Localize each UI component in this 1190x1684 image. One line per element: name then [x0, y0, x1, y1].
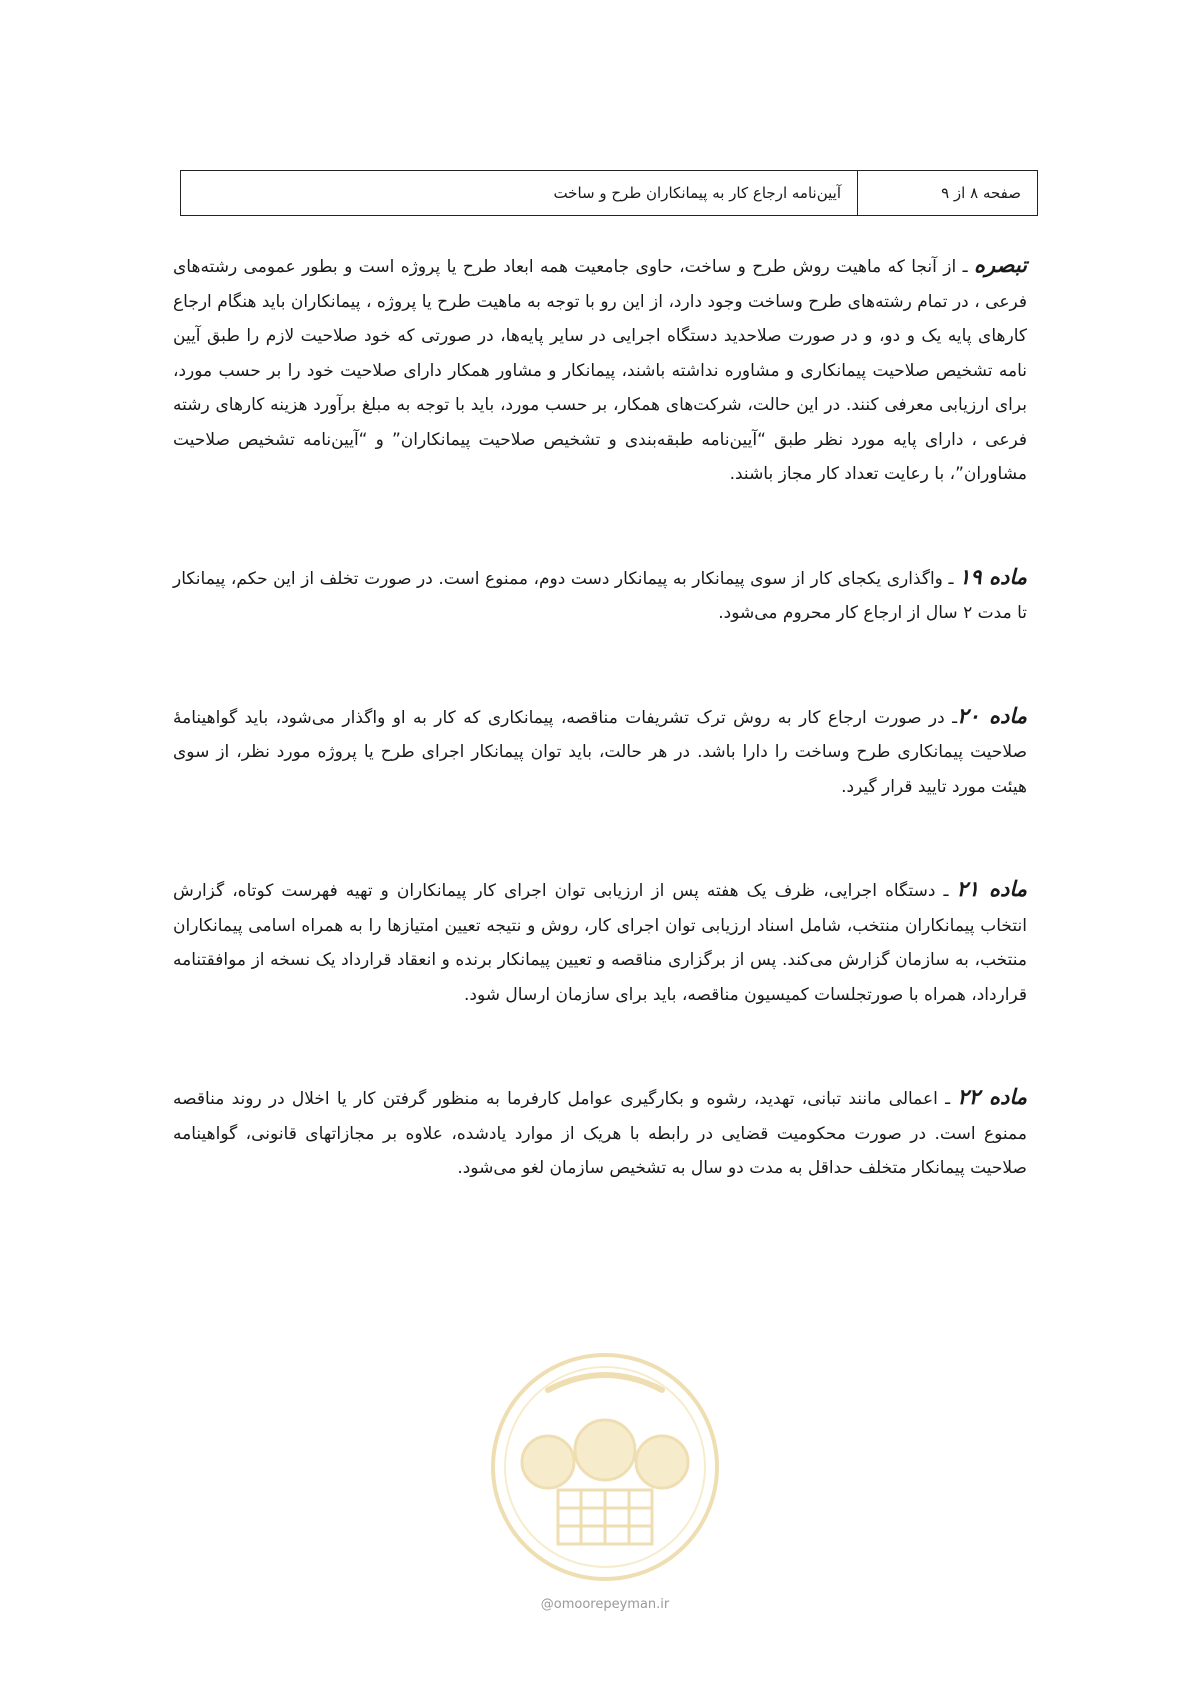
gear-icon — [522, 1420, 688, 1488]
grid-icon — [558, 1490, 652, 1544]
article-20-text: ـ در صورت ارجاع کار به روش ترک تشریفات مناقصه، پیمانکاری که کار به او واگذار می‌شود، باید گواهینامهٔ صلاحیت پیمانکاری طرح وساخت را دارا باشد. در هر حالت، باید توان پیمانکار اجرای طرح یا پروژه مورد نظر، از سوی هیئت مورد تایید قرار گیرد. — [173, 707, 1027, 797]
note-paragraph — [173, 248, 1027, 492]
article-22-heading: ماده ۲۲ — [957, 1085, 1028, 1109]
watermark-caption: @omoorepeyman.ir — [540, 1597, 670, 1612]
article-21-heading: ماده ۲۱ — [956, 877, 1027, 901]
article-20-paragraph — [173, 699, 1027, 805]
note-text: ـ از آنجا که ماهیت روش طرح و ساخت، حاوی جامعیت همه ابعاد طرح یا پروژه است و بطور عمومی رشته‌های فرعی ، در تمام رشته‌های طرح وساخت وجود دارد، از این رو با توجه به ماهیت طرح یا پروژه ، پیمانکاران باید هنگام ارجاع کارهای پایه یک و دو، و در صورت صلاحدید دستگاه اجرایی در سایر پایه‌ها، در صورتی که خود صلاحیت لازم را طبق آیین نامه تشخیص صلاحیت پیمانکاری و مشاوره نداشته باشند، پیمانکار و مشاور همکار دارای صلاحیت خود را بر حسب مورد، برای ارزیابی معرفی کنند. در این حالت، شرکت‌های همکار، بر حسب مورد، باید با توجه به مبلغ برآورد هزینه کارهای رشته فرعی ، دارای پایه مورد نظر طبق “آیین‌نامه طبقه‌بندی و تشخیص صلاحیت پیمانکاران” و “آیین‌نامه تشخیص صلاحیت مشاوران”، با رعایت تعداد کار مجاز باشند. — [173, 257, 1027, 484]
article-19-heading: ماده ۱۹ — [958, 564, 1028, 589]
document-title: آیین‌نامه ارجاع کار به پیمانکاران طرح و ساخت — [553, 184, 841, 202]
article-20-heading: ماده ۲۰ — [957, 703, 1027, 728]
document-body — [173, 248, 1027, 1254]
article-21-text: ـ دستگاه اجرایی، ظرف یک هفته پس از ارزیابی توان اجرای کار پیمانکاران و تهیه فهرست کوتاه، گزارش انتخاب پیمانکاران منتخب، شامل اسناد ارزیابی توان اجرای کار، روش و نتیجه تعیین امتیازها را به همراه اسامی پیمانکاران منتخب، به سازمان گزارش می‌کند. پس از برگزاری مناقصه و تعیین پیمانکار برنده و انعقاد قرارداد یک نسخه از موافقتنامه قرارداد، همراه با صورتجلسات کمیسیون مناقصه، باید برای سازمان ارسال شود. — [173, 881, 1027, 1005]
article-21-paragraph — [173, 872, 1027, 1012]
page-header-table — [180, 170, 1038, 216]
watermark-seal-icon — [488, 1350, 722, 1584]
article-19-text: ـ واگذاری یکجای کار از سوی پیمانکار به پیمانکار دست دوم، ممنوع است. در صورت تخلف از این حکم، پیمانکار تا مدت ۲ سال از ارجاع کار محروم می‌شود. — [173, 568, 1027, 623]
article-22-paragraph — [173, 1080, 1027, 1186]
note-heading: تبصره — [974, 253, 1027, 277]
article-22-text: ـ اعمالی مانند تبانی، تهدید، رشوه و بکارگیری عوامل کارفرما به منظور گرفتن کار یا اخلال در روند مناقصه ممنوع است. در صورت محکومیت قضایی در رابطه با هریک از موارد یادشده، علاوه بر مجازاتهای قانونی، گواهینامه صلاحیت پیمانکار متخلف حداقل به مدت دو سال به تشخیص سازمان لغو می‌شود. — [173, 1089, 1027, 1178]
page-number: صفحه ۸ از ۹ — [857, 171, 1037, 215]
article-19-paragraph — [173, 560, 1027, 631]
